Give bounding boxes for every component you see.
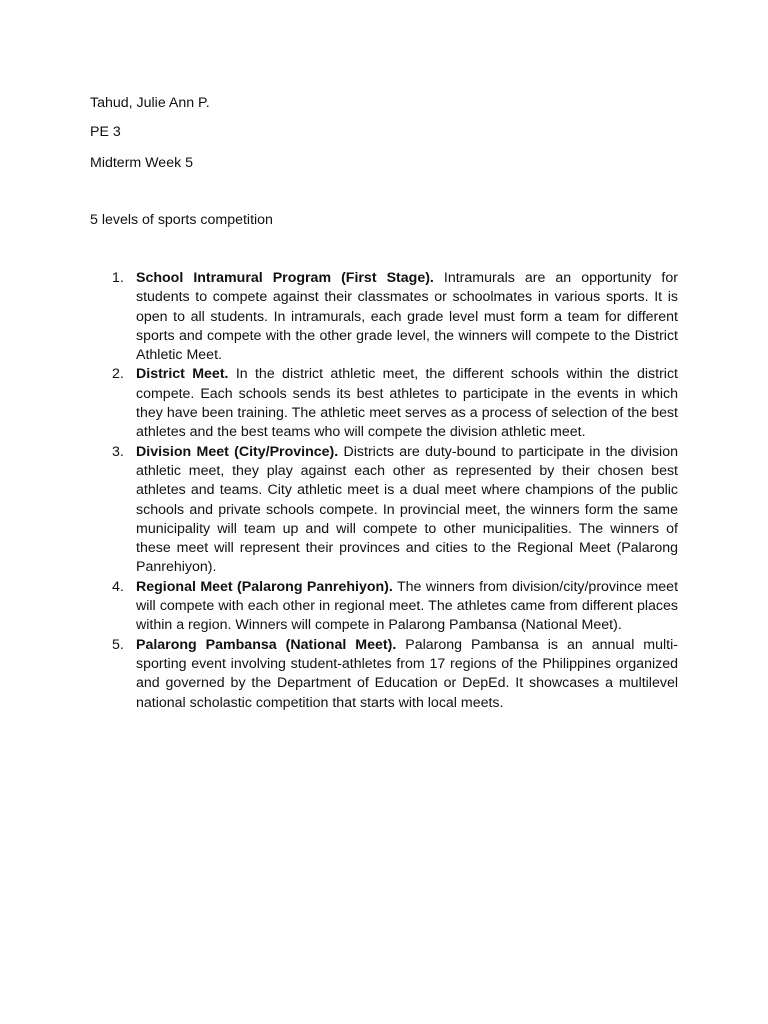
list-item-text: Palarong Pambansa is an annual multi-sporting event involving student-athletes from 17 regions of the Philippines organized and governed by the Department of Education or DepEd. It showcases a multilevel national scholastic competition that starts with local meets. <box>136 636 678 711</box>
list-item-title: District Meet. <box>136 366 229 383</box>
list-item-title: Division Meet (City/Province). <box>136 443 339 460</box>
levels-list <box>108 269 678 713</box>
term-period: Midterm Week 5 <box>90 155 194 171</box>
list-item <box>108 578 678 636</box>
list-item-text: In the district athletic meet, the different schools within the district compete. Each schools sends its best athletes to participate in the events in which they have been training. The athletic meet serves as a process of selection of the best athletes and the best teams who will compete the division athletic meet. <box>136 366 678 441</box>
list-item <box>108 269 678 365</box>
document-title: 5 levels of sports competition <box>90 212 273 228</box>
list-item-number: 5. <box>112 636 124 653</box>
list-item <box>108 365 678 442</box>
list-item-number: 2. <box>112 366 124 383</box>
list-item <box>108 443 678 578</box>
list-item <box>108 636 678 713</box>
list-item-title: Palarong Pambansa (National Meet). <box>136 636 397 653</box>
course-name: PE 3 <box>90 124 121 140</box>
list-item-number: 4. <box>112 578 124 595</box>
list-item-text: The winners from division/city/province meet will compete with each other in regional meet. The athletes came from different places within a region. Winners will compete in Palarong Pambansa (National Meet). <box>136 578 679 634</box>
list-item-text: Intramurals are an opportunity for students to compete against their classmates or schoolmates in various sports. It is open to all students. In intramurals, each grade level must form a team for different sports and compete with the other grade level, the winners will compete to the District Athletic Meet. <box>136 270 678 364</box>
list-item-title: Regional Meet (Palarong Panrehiyon). <box>136 578 393 595</box>
author-name: Tahud, Julie Ann P. <box>90 95 210 111</box>
list-item-title: School Intramural Program (First Stage). <box>136 270 434 286</box>
list-item-number: 1. <box>112 270 124 286</box>
list-item-text: Districts are duty-bound to participate in the division athletic meet, they play against each other as represented by their chosen best athletes and teams. City athletic meet is a dual meet where champions of the public schools and private schools compete. In provincial meet, the winners form the same municipality will team up and will compete to other municipalities. The winners of these meet will represent their provinces and cities to the Regional Meet (Palarong Panrehiyon). <box>136 443 678 576</box>
list-item-number: 3. <box>112 443 124 460</box>
